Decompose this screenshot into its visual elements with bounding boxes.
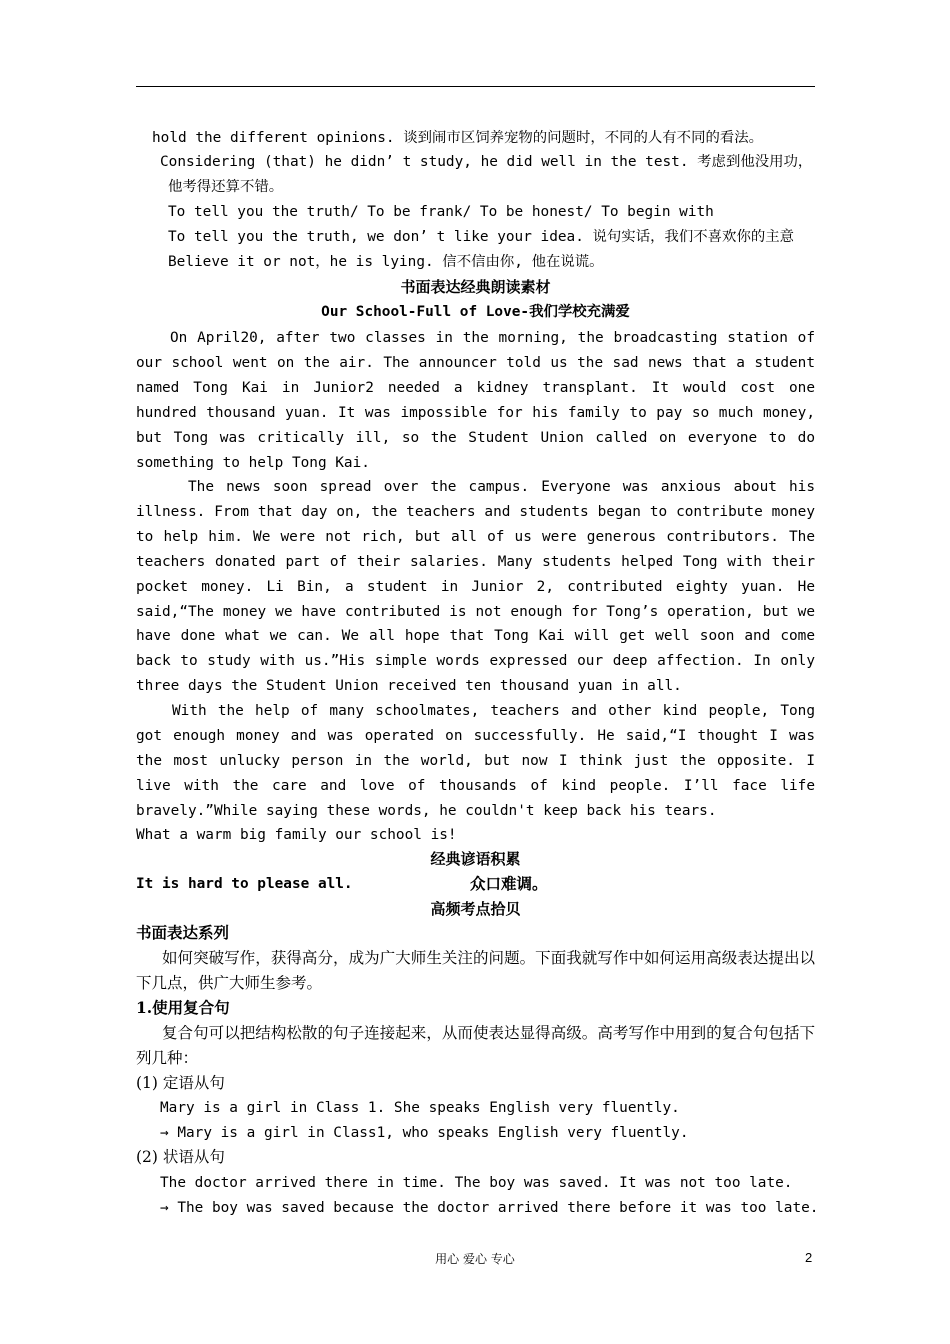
sub1-example: Mary is a girl in Class 1. She speaks English very fluently.: [160, 1100, 680, 1116]
intro-line-4: To tell you the truth/ To be frank/ To be honest/ To begin with: [168, 204, 714, 220]
intro-line-6: Believe it or not，he is lying. 信不信由你, 他在说谎。: [168, 254, 604, 270]
proverb-chinese: 众口难调。: [470, 874, 548, 893]
section-title: 书面表达经典朗读素材: [400, 278, 551, 296]
point1-intro: 复合句可以把结构松散的句子连接起来，从而使表达显得高级。高考写作中用到的复合句包括下列几种：: [136, 1024, 815, 1067]
intro-line-1: hold the different opinions. 谈到闹市区饲养宠物的问题时，不同的人有不同的看法。: [152, 130, 764, 146]
page-footer: 用心 爱心 专心: [435, 1252, 515, 1266]
intro-line-3: 他考得还算不错。: [168, 179, 284, 195]
proverb-english: It is hard to please all.: [136, 876, 353, 892]
sub2-result: → The boy was saved because the doctor arrived there before it was too late.: [160, 1200, 819, 1216]
point1-heading: 1.使用复合句: [136, 998, 230, 1017]
highfreq-heading: 高频考点拾贝: [430, 900, 521, 918]
page-number: 2: [805, 1250, 813, 1265]
sub2-label: (2) 状语从句: [136, 1148, 225, 1166]
series-heading: 书面表达系列: [136, 923, 230, 942]
intro-line-5: To tell you the truth, we don’ t like your idea. 说句实话，我们不喜欢你的主意: [168, 229, 795, 245]
intro-line-2: Considering (that) he didn’ t study, he did well in the test. 考虑到他没用功，: [160, 154, 813, 170]
essay-paragraph-1: On April20, after two classes in the morning, the broadcasting station of our school went on the air. The announcer told us the sad news that a student named Tong Kai in Junior2 needed a kidney transplant. It would cost one hundred thousand yuan. It was impossible for his family to pay so much money, but Tong was critically ill, so the Student Union called on everyone to do something to help Tong Kai.: [136, 330, 815, 471]
header-rule: [136, 86, 815, 87]
sub1-label: (1) 定语从句: [136, 1074, 225, 1092]
essay-closing: What a warm big family our school is!: [136, 827, 457, 843]
series-intro: 如何突破写作，获得高分，成为广大师生关注的问题。下面我就写作中如何运用高级表达提出以下几点，供广大师生参考。: [136, 949, 815, 992]
sub1-result: → Mary is a girl in Class1, who speaks English very fluently.: [160, 1125, 689, 1141]
essay-title: Our School-Full of Love-我们学校充满爱: [321, 304, 630, 320]
proverb-heading: 经典谚语积累: [430, 850, 521, 868]
sub2-example: The doctor arrived there in time. The boy was saved. It was not too late.: [160, 1175, 793, 1191]
essay-paragraph-3: With the help of many schoolmates, teachers and other kind people, Tong got enough money and was operated on successfully. He said,“I thought I was the most unlucky person in the world, but now I think just the opposite. I live with the care and love of thousands of kind people. I’ll face life bravely.”While saying these words, he couldn't keep back his tears.: [136, 703, 815, 819]
essay-paragraph-2: The news soon spread over the campus. Everyone was anxious about his illness. From that day on, the teachers and students began to contribute money to help him. We were not rich, but all of us were generous contributors. The teachers donated part of their salaries. Many students helped Tong with their pocket money. Li Bin, a student in Junior 2, contributed eighty yuan. He said,“The money we have contributed is not enough for Tong’s operation, but we have done what we can. We all hope that Tong Kai will get well soon and come back to study with us.”His simple words expressed our deep affection. In only three days the Student Union received ten thousand yuan in all.: [136, 479, 815, 695]
